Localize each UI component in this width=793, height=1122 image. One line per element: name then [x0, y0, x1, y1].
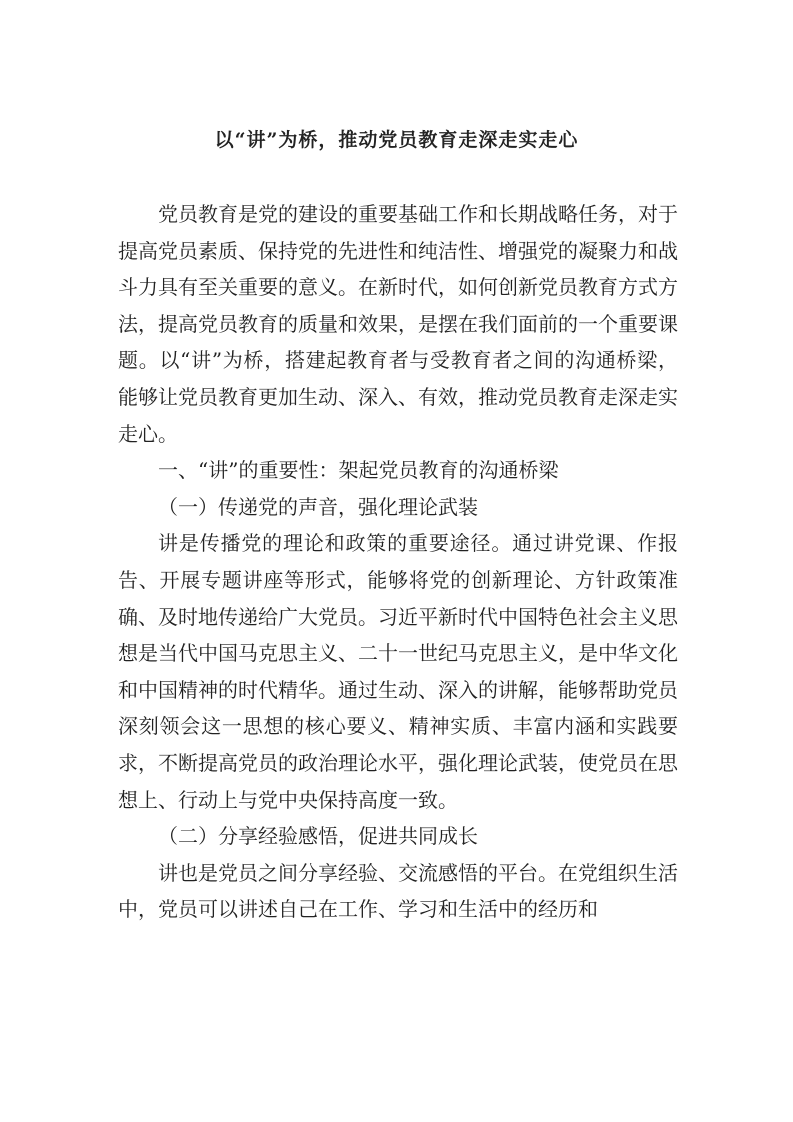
- subheading-2: （二）分享经验感悟，促进共同成长: [158, 824, 478, 849]
- intro-paragraph: 党员教育是党的建设的重要基础工作和长期战略任务，对于提高党员素质、保持党的先进性和纯洁性、增强党的凝聚力和战斗力具有至关重要的意义。在新时代，如何创新党员教育方式方法，提高党员教育的质量和效果，是摆在我们面前的一个重要课题。以“讲”为桥，搭建起教育者与受教育者之间的沟通桥梁，能够让党员教育更加生动、深入、有效，推动党员教育走深走实走心。: [118, 202, 678, 446]
- document-body: [118, 196, 678, 928]
- subheading-1: （一）传递党的声音，强化理论武装: [158, 494, 478, 519]
- section-heading: 一、“讲”的重要性：架起党员教育的沟通桥梁: [158, 458, 559, 483]
- body-paragraph-2: 讲也是党员之间分享经验、交流感悟的平台。在党组织生活中，党员可以讲述自己在工作、学习和生活中的经历和: [118, 860, 678, 922]
- document-title: 以“讲”为桥，推动党员教育走深走实走心: [214, 129, 579, 151]
- body-paragraph-1: 讲是传播党的理论和政策的重要途径。通过讲党课、作报告、开展专题讲座等形式，能够将党的创新理论、方针政策准确、及时地传递给广大党员。习近平新时代中国特色社会主义思想是当代中国马克思主义、二十一世纪马克思主义，是中华文化和中国精神的时代精华。通过生动、深入的讲解，能够帮助党员深刻领会这一思想的核心要义、精神实质、丰富内涵和实践要求，不断提高党员的政治理论水平，强化理论武装，使党员在思想上、行动上与党中央保持高度一致。: [118, 531, 678, 812]
